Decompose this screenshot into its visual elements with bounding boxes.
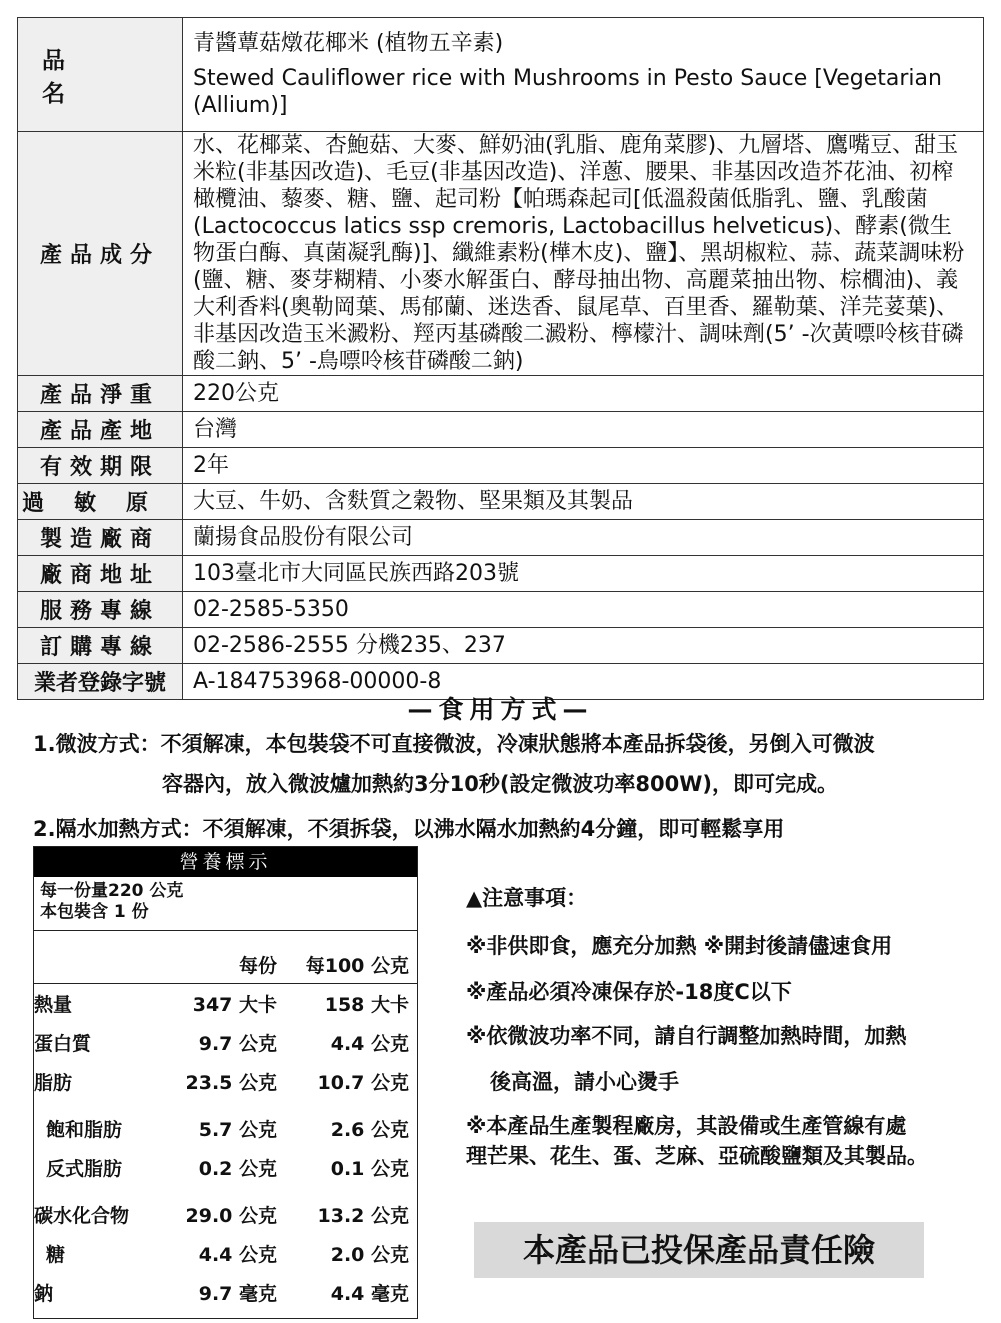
nutrient-per-serving: 5.7 公克 — [198, 1119, 277, 1141]
nutrient-name: 糖 — [46, 1244, 66, 1266]
nutrition-panel — [33, 846, 418, 1319]
info-label-text: 過敏原 — [21, 491, 178, 516]
notes-title: ▲注意事項： — [466, 886, 588, 910]
col-per-100g: 每100 公克 — [305, 955, 409, 977]
nutrition-row — [34, 1068, 417, 1115]
info-label-text: 業者登錄字號 — [33, 671, 166, 696]
info-label — [18, 520, 183, 556]
nutrition-row — [34, 1029, 417, 1068]
info-label-text: 服務專線 — [39, 599, 160, 624]
info-row — [18, 520, 984, 556]
nutrient-name: 反式脂肪 — [46, 1158, 123, 1180]
info-value: 台灣 — [183, 412, 984, 448]
info-label-text: 產品產地 — [39, 419, 160, 444]
note-2: ※產品必須冷凍保存於-18度C以下 — [466, 980, 792, 1004]
info-row — [18, 628, 984, 664]
note-1: ※非供即食，應充分加熱 ※開封後請儘速食用 — [466, 934, 893, 958]
nutrient-name: 碳水化合物 — [34, 1205, 130, 1227]
info-row — [18, 556, 984, 592]
info-value: 2年 — [183, 448, 984, 484]
nutrient-per-serving: 9.7 毫克 — [198, 1283, 277, 1305]
nutrient-name: 脂肪 — [34, 1072, 73, 1094]
nutrient-per-100g: 4.4 毫克 — [330, 1283, 409, 1305]
nutrient-per-serving: 29.0 公克 — [185, 1205, 277, 1227]
nutrition-rows — [34, 984, 417, 1318]
info-value: 蘭揚食品股份有限公司 — [183, 520, 984, 556]
nutrition-row — [34, 1154, 417, 1201]
usage-line-1: 1.微波方式：不須解凍，本包裝袋不可直接微波，冷凍狀態將本產品拆袋後，另倒入可微波 — [33, 732, 875, 756]
info-row — [18, 592, 984, 628]
info-label-text: 製造廠商 — [39, 527, 160, 552]
name-label: 品名 — [42, 47, 125, 107]
info-value: 220公克 — [183, 376, 984, 412]
note-3a: ※依微波功率不同，請自行調整加熱時間，加熱 — [466, 1024, 907, 1048]
nutrition-title: 營養標示 — [34, 847, 417, 877]
nutrient-per-serving: 347 大卡 — [192, 994, 277, 1016]
product-name-en: Stewed Cauliflower rice with Mushrooms in Pesto Sauce [Vegetarian (Allium)] — [193, 66, 942, 118]
ingredients-label: 產品成分 — [39, 243, 160, 268]
nutrient-per-100g: 4.4 公克 — [330, 1033, 409, 1055]
nutrient-per-100g: 2.0 公克 — [330, 1244, 409, 1266]
nutrition-row — [34, 1115, 417, 1154]
nutrient-per-serving: 0.2 公克 — [198, 1158, 277, 1180]
nutrition-row — [34, 1279, 417, 1318]
nutrient-name: 蛋白質 — [34, 1033, 92, 1055]
info-label-text: 產品淨重 — [39, 383, 160, 408]
usage-line-3: 2.隔水加熱方式：不須解凍，不須拆袋，以沸水隔水加熱約4分鐘，即可輕鬆享用 — [33, 817, 785, 841]
nutrient-per-100g: 2.6 公克 — [330, 1119, 409, 1141]
info-label-text: 有效期限 — [39, 455, 160, 480]
product-info-table — [17, 17, 984, 700]
nutrient-per-100g: 0.1 公克 — [330, 1158, 409, 1180]
info-value: A-184753968-00000-8 — [183, 664, 984, 700]
nutrition-row — [34, 1201, 417, 1240]
info-row — [18, 484, 984, 520]
note-4a: ※本產品生產製程廠房，其設備或生產管線有處 — [466, 1114, 907, 1138]
note-4b: 理芒果、花生、蛋、芝麻、亞硫酸鹽類及其製品。 — [466, 1144, 928, 1168]
info-row — [18, 376, 984, 412]
product-name-zh: 青醬蕈菇燉花椰米 (植物五辛素) — [193, 31, 504, 56]
info-label-text: 廠商地址 — [39, 563, 160, 588]
info-row-name — [18, 18, 984, 132]
info-row — [18, 412, 984, 448]
info-label — [18, 628, 183, 664]
serving-info — [34, 877, 417, 931]
info-label — [18, 484, 183, 520]
serving-size: 每一份量220 公克 — [40, 881, 184, 901]
info-value: 103臺北市大同區民族西路203號 — [183, 556, 984, 592]
info-label — [18, 132, 183, 376]
info-value: 02-2586-2555 分機235、237 — [183, 628, 984, 664]
info-value — [183, 18, 984, 132]
nutrient-per-serving: 4.4 公克 — [198, 1244, 277, 1266]
insurance-banner: 本產品已投保產品責任險 — [474, 1222, 924, 1278]
nutrient-per-serving: 9.7 公克 — [198, 1033, 277, 1055]
nutrient-per-100g: 10.7 公克 — [317, 1072, 409, 1094]
info-label — [18, 592, 183, 628]
info-row-ingredients — [18, 132, 984, 376]
info-label — [18, 448, 183, 484]
info-label — [18, 412, 183, 448]
info-value: 大豆、牛奶、含麩質之穀物、堅果類及其製品 — [183, 484, 984, 520]
nutrient-per-serving: 23.5 公克 — [185, 1072, 277, 1094]
info-label-text: 訂購專線 — [39, 635, 160, 660]
nutrient-name: 飽和脂肪 — [46, 1119, 123, 1141]
nutrient-per-100g: 13.2 公克 — [317, 1205, 409, 1227]
nutrient-name: 熱量 — [34, 994, 73, 1016]
usage-title: —食用方式— — [407, 695, 594, 724]
servings-per-pack: 本包裝含 1 份 — [40, 902, 149, 922]
nutrition-columns — [34, 943, 417, 984]
note-3b: 後高溫，請小心燙手 — [490, 1070, 679, 1094]
info-row — [18, 448, 984, 484]
ingredients-text: 水、花椰菜、杏鮑菇、大麥、鮮奶油(乳脂、鹿角菜膠)、九層塔、鷹嘴豆、甜玉米粒(非基因改造)、毛豆(非基因改造)、洋蔥、腰果、非基因改造芥花油、初榨橄欖油、藜麥、糖、鹽、起司粉【帕瑪森起司[低溫殺菌低脂乳、鹽、乳酸菌(Lactococcus latics ssp cremoris, Lactobacillus helveticus)、酵素(微生物蛋白酶、真菌凝乳酶)]、纖維素粉(樺木皮)、鹽】、黑胡椒粒、蒜、蔬菜調味粉(鹽、糖、麥芽糊精、小麥水解蛋白、酵母抽出物、高麗菜抽出物、棕櫚油)、義大利香料(奧勒岡葉、馬郁蘭、迷迭香、鼠尾草、百里香、羅勒葉、洋芫荽葉)、非基因改造玉米澱粉、羥丙基磷酸二澱粉、檸檬汁、調味劑(5’ -次黃嘌呤核苷磷酸二鈉、5’ -鳥嘌呤核苷磷酸二鈉) — [183, 132, 984, 376]
info-value: 02-2585-5350 — [183, 592, 984, 628]
nutrient-name: 鈉 — [34, 1283, 54, 1305]
nutrient-per-100g: 158 大卡 — [324, 994, 409, 1016]
nutrition-row — [34, 990, 417, 1029]
col-per-serving: 每份 — [238, 955, 277, 977]
info-label — [18, 556, 183, 592]
info-label — [18, 376, 183, 412]
nutrition-row — [34, 1240, 417, 1279]
info-label — [18, 18, 183, 132]
usage-line-2: 容器內，放入微波爐加熱約3分10秒(設定微波功率800W)，即可完成。 — [162, 772, 839, 796]
